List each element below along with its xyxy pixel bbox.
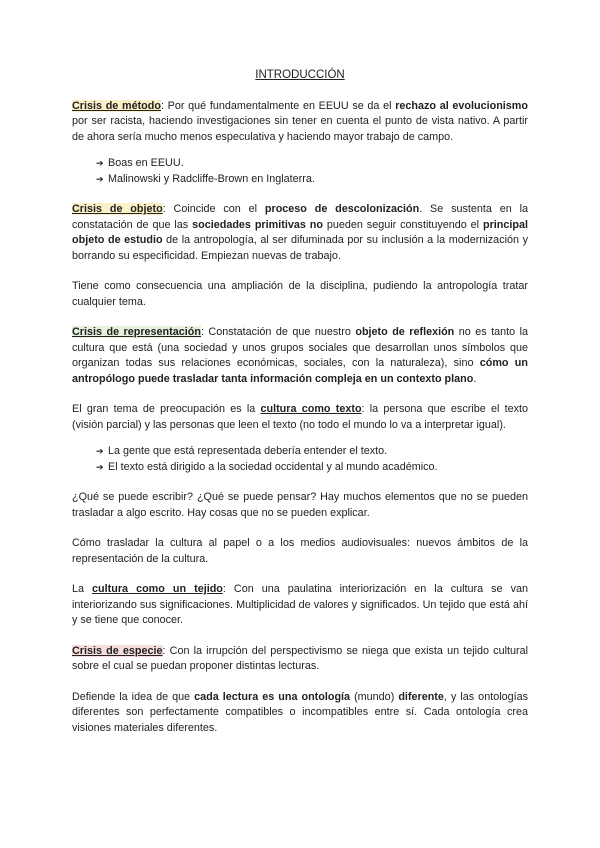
paragraph-crisis-metodo: Crisis de método: Por qué fundamentalmente en EEUU se da el rechazo al evolucionismo por ser racista, haciendo investigaciones sin tener en cuenta el punto de vista nativo. A partir de ahora sería mucho menos especulativa y haciendo mayor trabajo de campo. [72, 99, 528, 143]
paragraph-consecuencia: Tiene como consecuencia una ampliación de la disciplina, pudiendo la antropología tratar cualquier tema. [72, 280, 528, 308]
document-content [72, 68, 528, 751]
paragraph-crisis-especie: Crisis de especie: Con la irrupción del perspectivismo se niega que exista un tejido cultural sobre el cual se puedan proponer distintas lecturas. [72, 644, 528, 672]
paragraph-ontologia: Defiende la idea de que cada lectura es una ontología (mundo) diferente, y las ontologías diferentes son perfectamente compatibles o incompatibles entre sí. Cada ontología crea visiones materiales diferentes. [72, 690, 529, 734]
list-item: ➔ Malinowski y Radcliffe-Brown en Inglaterra. [96, 172, 528, 188]
list-item: ➔ El texto está dirigido a la sociedad occidental y al mundo académico. [96, 460, 528, 476]
term-crisis-objeto: Crisis de objeto [72, 203, 163, 215]
page-title: INTRODUCCIÓN [255, 69, 345, 81]
paragraph-cultura-texto: El gran tema de preocupación es la cultura como texto: la persona que escribe el texto (visión parcial) y las personas que leen el texto (no todo el mundo lo va a interpretar igual). [72, 403, 528, 431]
term-crisis-metodo: Crisis de método [72, 99, 161, 112]
paragraph-cultura-tejido: La cultura como un tejido: Con una paulatina interiorización en la cultura se van interiorizando sus significaciones. Multiplicidad de valores y significados. Un tejido que está ahí y se tiene que conocer. [72, 583, 528, 626]
list-item: ➔ La gente que está representada debería entender el texto. [96, 444, 528, 460]
paragraph-trasladar-cultura: Cómo trasladar la cultura al papel o a los medios audiovisuales: nuevos ámbitos de la representación de la cultura. [72, 537, 528, 565]
term-crisis-representacion: Crisis de representación [72, 326, 201, 338]
paragraph-crisis-representacion: Crisis de representación: Constatación de que nuestro objeto de reflexión no es tanto la cultura que está (una sociedad y unos grupos sociales que desarrollan unos símbolos que organizan todas sus relaciones económicas, sociales, con la naturaleza), sino cómo un antropólogo puede trasladar tanta información compleja en un contexto plano. [72, 326, 528, 385]
list-item: ➔ Boas en EEUU. [96, 156, 528, 172]
list-crisis-metodo [72, 156, 528, 187]
term-crisis-especie: Crisis de especie [72, 644, 163, 657]
paragraph-preguntas: ¿Qué se puede escribir? ¿Qué se puede pensar? Hay muchos elementos que no se pueden trasladar a algo escrito. Hay cosas que no se pueden explicar. [72, 491, 528, 519]
paragraph-crisis-objeto: Crisis de objeto: Coincide con el proceso de descolonización. Se sustenta en la constatación de que las sociedades primitivas no pueden seguir constituyendo el principal objeto de estudio de la antropología, al ser difuminada por su inclusión a la modernización y borrando su especificidad. Empiezan nuevas de trabajo. [72, 203, 529, 262]
list-cultura-texto [72, 444, 528, 475]
term-cultura-tejido: cultura como un tejido [92, 583, 223, 595]
term-cultura-texto: cultura como texto [260, 403, 362, 415]
